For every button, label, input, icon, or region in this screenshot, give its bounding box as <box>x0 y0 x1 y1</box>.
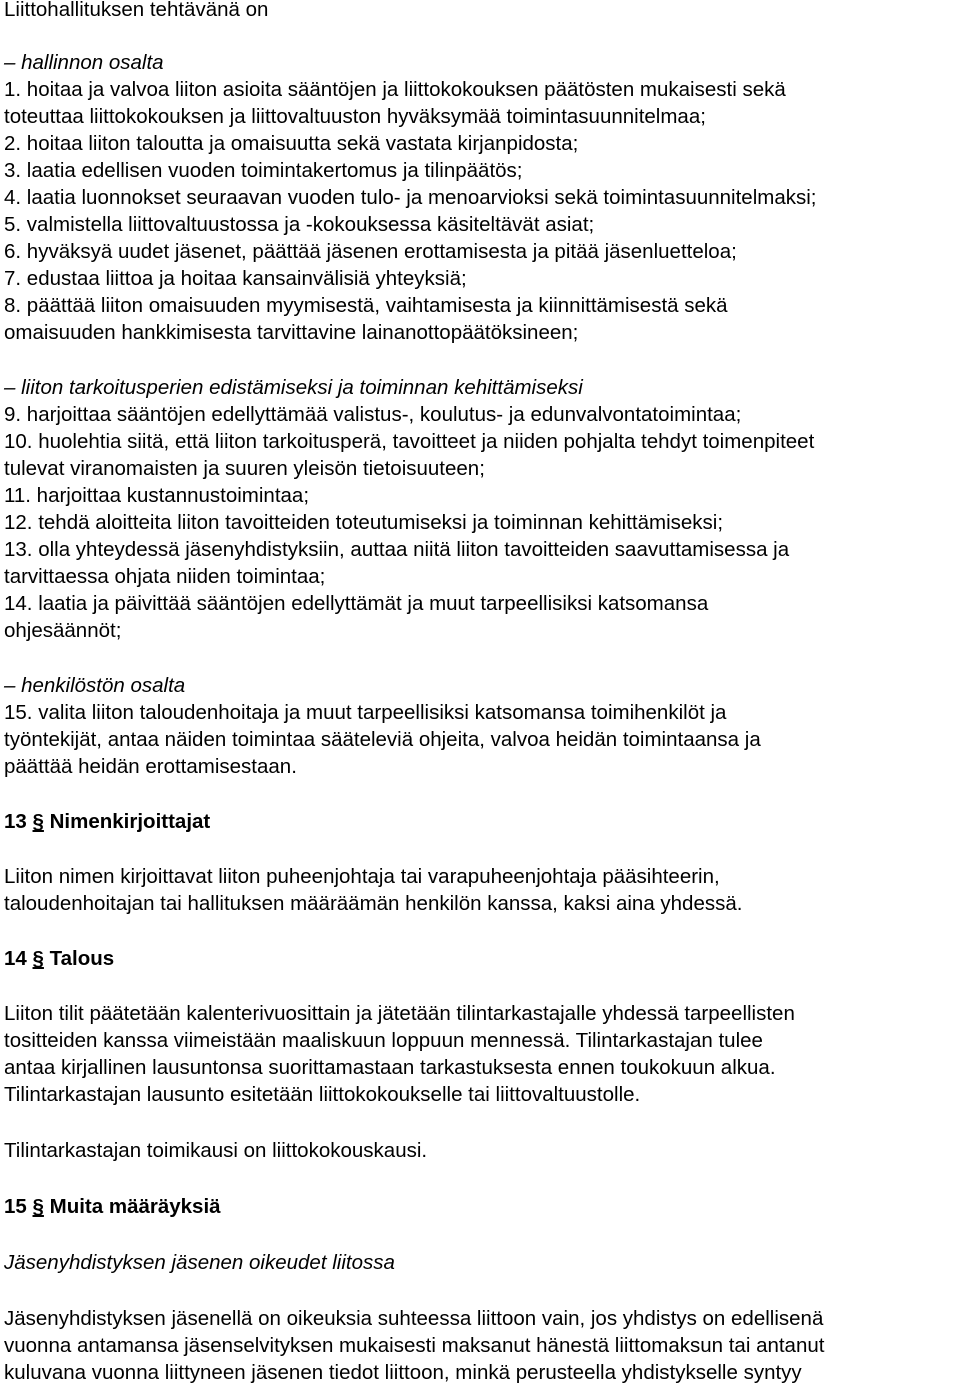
list-item: 15. valita liiton taloudenhoitaja ja muut tarpeellisiksi katsomansa toimihenkilöt ja <box>4 701 727 724</box>
section-title: Talous <box>49 947 115 970</box>
duties-heading: Liittohallituksen tehtävänä on <box>4 0 269 21</box>
paragraph-line: tositteiden kanssa viimeistään maaliskuun loppuun mennessä. Tilintarkastajan tulee <box>4 1029 763 1052</box>
list-item: tulevat viranomaisten ja suuren yleisön tietoisuuteen; <box>4 457 485 480</box>
list-item: 1. hoitaa ja valvoa liiton asioita sääntöjen ja liittokokouksen päätösten mukaisesti sekä <box>4 78 786 101</box>
section-symbol: § <box>32 1195 44 1218</box>
list-item: 5. valmistella liittovaltuustossa ja -kokouksessa käsiteltävät asiat; <box>4 213 595 236</box>
list-item: 13. olla yhteydessä jäsenyhdistyksiin, auttaa niitä liiton tavoitteiden saavuttamisessa ja <box>4 538 790 561</box>
paragraph-line: kuluvana vuonna liittyneen jäsenen tiedot liittoon, minkä perusteella yhdistykselle syntyy <box>4 1361 802 1384</box>
section-number: 15 <box>4 1195 27 1218</box>
section-symbol: § <box>32 947 44 970</box>
section-number: 14 <box>4 947 27 970</box>
list-item: 2. hoitaa liiton taloutta ja omaisuutta sekä vastata kirjanpidosta; <box>4 132 579 155</box>
section-title: Muita määräyksiä <box>49 1195 221 1218</box>
section-15-heading <box>4 1193 221 1220</box>
list-item: 4. laatia luonnokset seuraavan vuoden tulo- ja menoarvioksi sekä toimintasuunnitelmaksi; <box>4 186 817 209</box>
list-item: 6. hyväksyä uudet jäsenet, päättää jäsenen erottamisesta ja pitää jäsenluetteloa; <box>4 240 737 263</box>
paragraph-line: taloudenhoitajan tai hallituksen määräämän henkilön kanssa, kaksi aina yhdessä. <box>4 892 743 915</box>
list-item: toteuttaa liittokokouksen ja liittovaltuuston hyväksymää toimintasuunnitelmaa; <box>4 105 706 128</box>
list-item: 3. laatia edellisen vuoden toimintakertomus ja tilinpäätös; <box>4 159 523 182</box>
section-symbol: § <box>32 810 44 833</box>
list-item: 7. edustaa liittoa ja hoitaa kansainvälisiä yhteyksiä; <box>4 267 467 290</box>
list-item: 8. päättää liiton omaisuuden myymisestä, vaihtamisesta ja kiinnittämisestä sekä <box>4 294 728 317</box>
list-item: ohjesäännöt; <box>4 619 122 642</box>
goals-subheading: – liiton tarkoitusperien edistämiseksi ja toiminnan kehittämiseksi <box>4 376 583 399</box>
paragraph-line: Jäsenyhdistyksen jäsenellä on oikeuksia suhteessa liittoon vain, jos yhdistys on edellisenä <box>4 1307 824 1330</box>
paragraph-line: Liiton nimen kirjoittavat liiton puheenjohtaja tai varapuheenjohtaja pääsihteerin, <box>4 865 720 888</box>
staff-subheading: – henkilöstön osalta <box>4 674 186 697</box>
paragraph-line: Tilintarkastajan lausunto esitetään liittokokoukselle tai liittovaltuustolle. <box>4 1083 641 1106</box>
list-item: 9. harjoittaa sääntöjen edellyttämää valistus-, koulutus- ja edunvalvontatoimintaa; <box>4 403 742 426</box>
list-item: omaisuuden hankkimisesta tarvittavine lainanottopäätöksineen; <box>4 321 579 344</box>
list-item: 12. tehdä aloitteita liiton tavoitteiden toteutumiseksi ja toiminnan kehittämiseksi; <box>4 511 724 534</box>
section-13-heading <box>4 808 210 835</box>
section-15-subheading: Jäsenyhdistyksen jäsenen oikeudet liitossa <box>4 1251 395 1274</box>
list-item: 10. huolehtia siitä, että liiton tarkoitusperä, tavoitteet ja niiden pohjalta tehdyt toimenpiteet <box>4 430 815 453</box>
paragraph-line: antaa kirjallinen lausuntonsa suorittamastaan tarkastuksesta ennen toukokuun alkua. <box>4 1056 776 1079</box>
section-14-heading <box>4 945 114 972</box>
list-item: työntekijät, antaa näiden toimintaa sääteleviä ohjeita, valvoa heidän toimintaansa ja <box>4 728 761 751</box>
list-item: 14. laatia ja päivittää sääntöjen edellyttämät ja muut tarpeellisiksi katsomansa <box>4 592 709 615</box>
list-item: päättää heidän erottamisestaan. <box>4 755 297 778</box>
paragraph-line: Tilintarkastajan toimikausi on liittokokouskausi. <box>4 1139 428 1162</box>
paragraph-line: vuonna antamansa jäsenselvityksen mukaisesti maksanut hänestä liittomaksun tai antanut <box>4 1334 825 1357</box>
admin-subheading: – hallinnon osalta <box>4 51 164 74</box>
section-title: Nimenkirjoittajat <box>49 810 211 833</box>
list-item: tarvittaessa ohjata niiden toimintaa; <box>4 565 326 588</box>
list-item: 11. harjoittaa kustannustoimintaa; <box>4 484 310 507</box>
section-number: 13 <box>4 810 27 833</box>
paragraph-line: Liiton tilit päätetään kalenterivuosittain ja jätetään tilintarkastajalle yhdessä tarpeellisten <box>4 1002 795 1025</box>
